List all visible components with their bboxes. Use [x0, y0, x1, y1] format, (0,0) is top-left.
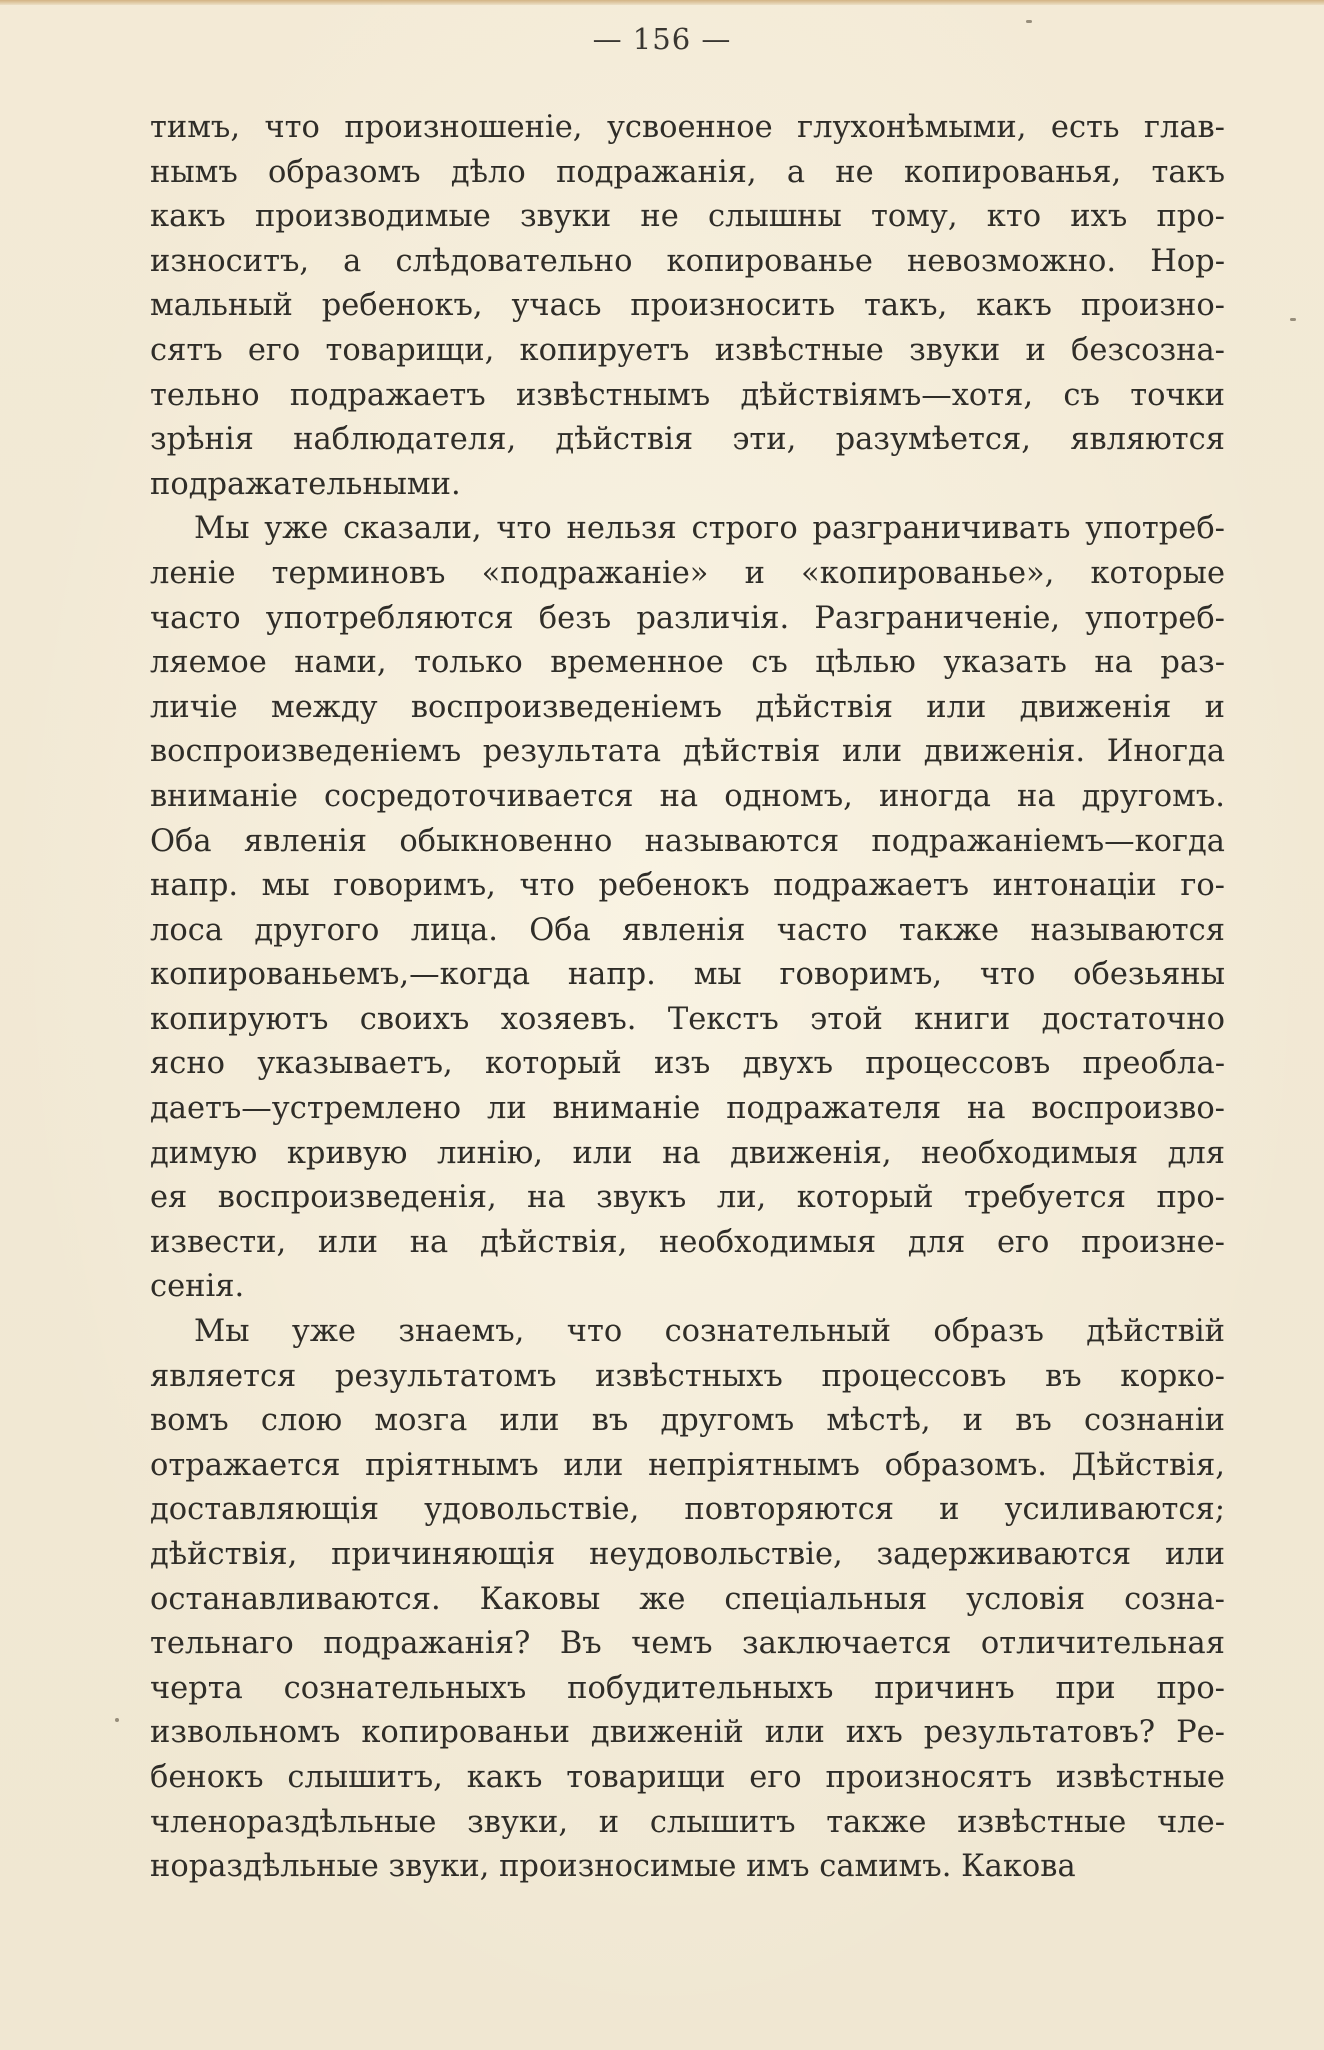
- text-line: дѣйствія, причиняющія неудовольствіе, задерживаются или: [150, 1537, 1225, 1572]
- text-line: доставляющія удовольствіе, повторяются и усиливаются;: [150, 1492, 1225, 1528]
- text-line: мальный ребенокъ, учась произносить такъ, какъ произно-: [150, 288, 1225, 324]
- text-line: бенокъ слышитъ, какъ товарищи его произносятъ извѣстные: [150, 1759, 1225, 1795]
- text-line: Мы уже сказали, что нельзя строго разграничивать употреб-: [194, 511, 1225, 547]
- text-line: ясно указываетъ, который изъ двухъ процессовъ преобла-: [150, 1046, 1225, 1082]
- text-line: напр. мы говоримъ, что ребенокъ подражаетъ интонаціи го-: [150, 868, 1225, 904]
- text-line: копированьемъ,—когда напр. мы говоримъ, что обезьяны: [150, 957, 1225, 993]
- text-line: личіе между воспроизведеніемъ дѣйствія или движенія и: [150, 689, 1225, 725]
- text-line: является результатомъ извѣстныхъ процессовъ въ корко-: [150, 1358, 1225, 1394]
- text-line: воспроизведеніемъ результата дѣйствія или движенія. Иногда: [150, 734, 1225, 770]
- text-line: даетъ—устремлено ли вниманіе подражателя на воспроизво-: [150, 1091, 1225, 1127]
- text-line: извести, или на дѣйствія, необходимыя для его произне-: [150, 1224, 1225, 1260]
- text-line: тельно подражаетъ извѣстнымъ дѣйствіямъ—хотя, съ точки: [150, 377, 1225, 413]
- text-line: сятъ его товарищи, копируетъ извѣстные звуки и безсозна-: [150, 332, 1225, 368]
- page-number: — 156 —: [592, 22, 732, 56]
- text-line: леніе терминовъ «подражаніе» и «копированье», которые: [150, 555, 1225, 591]
- text-line: членораздѣльные звуки, и слышитъ также извѣстные чле-: [150, 1804, 1225, 1840]
- paragraph: [150, 1310, 1225, 1890]
- text-line: сенія.: [150, 1269, 245, 1305]
- page-top-edge: [0, 0, 1324, 5]
- text-line: черта сознательныхъ побудительныхъ причинъ при про-: [150, 1670, 1225, 1706]
- text-line: какъ производимые звуки не слышны тому, кто ихъ про-: [150, 199, 1225, 235]
- text-line: Оба явленія обыкновенно называются подражаніемъ—когда: [150, 823, 1225, 859]
- paragraph: [150, 507, 1225, 1310]
- print-speck: [115, 1718, 119, 1722]
- text-line: извольномъ копированьи движеній или ихъ результатовъ? Ре-: [150, 1715, 1225, 1751]
- text-line: вомъ слою мозга или въ другомъ мѣстѣ, и въ сознаніи: [150, 1403, 1225, 1439]
- text-line: вниманіе сосредоточивается на одномъ, иногда на другомъ.: [150, 778, 1225, 814]
- text-line: износитъ, а слѣдовательно копированье невозможно. Нор-: [150, 243, 1225, 279]
- text-line: тимъ, что произношеніе, усвоенное глухонѣмыми, есть глав-: [150, 110, 1225, 145]
- text-line: тельнаго подражанія? Въ чемъ заключается отличительная: [150, 1626, 1225, 1662]
- text-line: Мы уже знаемъ, что сознательный образъ дѣйствій: [194, 1314, 1225, 1350]
- text-line: часто употребляются безъ различія. Разграниченіе, употреб-: [150, 600, 1225, 636]
- text-line: зрѣнія наблюдателя, дѣйствія эти, разумѣется, являются: [150, 422, 1225, 458]
- text-line: подражательными.: [150, 466, 461, 502]
- text-line: нораздѣльные звуки, произносимые имъ самимъ. Какова: [150, 1849, 1076, 1885]
- print-speck: [1290, 318, 1296, 321]
- page-body-text: [150, 106, 1225, 1890]
- text-line: нымъ образомъ дѣло подражанія, а не копированья, такъ: [150, 154, 1225, 190]
- text-line: лоса другого лица. Оба явленія часто также называются: [150, 912, 1225, 948]
- text-line: останавливаются. Каковы же спеціальныя условія созна-: [150, 1581, 1225, 1617]
- text-line: ляемое нами, только временное съ цѣлью указать на раз-: [150, 645, 1225, 681]
- text-line: ея воспроизведенія, на звукъ ли, который требуется про-: [150, 1180, 1225, 1216]
- paragraph: [150, 106, 1225, 507]
- text-line: отражается пріятнымъ или непріятнымъ образомъ. Дѣйствія,: [150, 1447, 1225, 1483]
- text-line: димую кривую линію, или на движенія, необходимыя для: [150, 1135, 1225, 1171]
- print-speck: [1026, 20, 1032, 23]
- text-line: копируютъ своихъ хозяевъ. Текстъ этой книги достаточно: [150, 1001, 1225, 1037]
